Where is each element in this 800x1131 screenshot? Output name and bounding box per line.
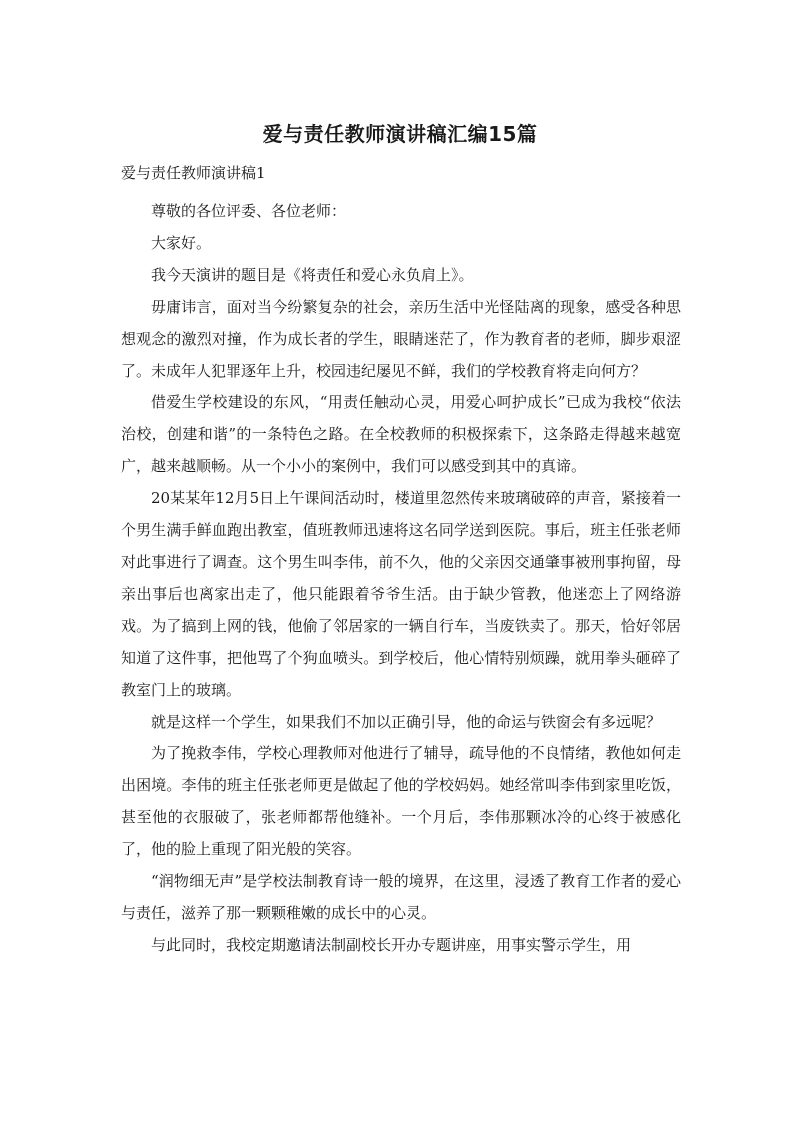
paragraph: 尊敬的各位评委、各位老师： <box>151 202 347 220</box>
paragraph: “润物细无声”是学校法制教育诗一般的境界，在这里，浸透了教育工作者的爱心与责任，滋养了那一颗颗稚嫩的成长中的心灵。 <box>121 872 681 922</box>
paragraph: 大家好。 <box>151 233 212 252</box>
paragraph: 为了挽救李伟，学校心理教师对他进行了辅导，疏导他的不良情绪，教他如何走出困境。李伟的班主任张老师更是做起了他的学校妈妈。她经常叫李伟到家里吃饭，甚至他的衣服破了，张老师都帮他缝补。一个月后，李伟那颗冰冷的心终于被感化了，他的脸上重现了阳光般的笑容。 <box>121 744 681 859</box>
section-title: 爱与责任教师演讲稿1 <box>121 164 266 182</box>
document-body <box>121 196 681 962</box>
paragraph: 20某某年12月5日上午课间活动时，楼道里忽然传来玻璃破碎的声音，紧接着一个男生满手鲜血跑出教室，值班教师迅速将这名同学送到医院。事后，班主任张老师对此事进行了调查。这个男生叫李伟，前不久，他的父亲因交通肇事被刑事拘留，母亲出事后也离家出走了，他只能跟着爷爷生活。由于缺少管教，他迷恋上了网络游戏。为了搞到上网的钱，他偷了邻居家的一辆自行车，当废铁卖了。那天，恰好邻居知道了这件事，把他骂了个狗血喷头。到学校后，他心情特别烦躁，就用拳头砸碎了教室门上的玻璃。 <box>121 489 681 699</box>
paragraph: 毋庸讳言，面对当今纷繁复杂的社会，亲历生活中光怪陆离的现象，感受各种思想观念的激烈对撞，作为成长者的学生，眼睛迷茫了，作为教育者的老师，脚步艰涩了。未成年人犯罪逐年上升，校园违纪屡见不鲜，我们的学校教育将走向何方？ <box>121 297 681 380</box>
paragraph: 就是这样一个学生，如果我们不加以正确引导，他的命运与铁窗会有多远呢？ <box>151 712 662 731</box>
paragraph: 与此同时，我校定期邀请法制副校长开办专题讲座，用事实警示学生，用 <box>151 935 632 954</box>
paragraph: 借爱生学校建设的东风，“用责任触动心灵，用爱心呵护成长”已成为我校“依法治校，创建和谐”的一条特色之路。在全校教师的积极探索下，这条路走得越来越宽广，越来越顺畅。从一个小小的案例中，我们可以感受到其中的真谛。 <box>121 393 681 476</box>
document-title: 爱与责任教师演讲稿汇编15篇 <box>262 122 538 146</box>
paragraph: 我今天演讲的题目是《将责任和爱心永负肩上》。 <box>151 265 474 284</box>
